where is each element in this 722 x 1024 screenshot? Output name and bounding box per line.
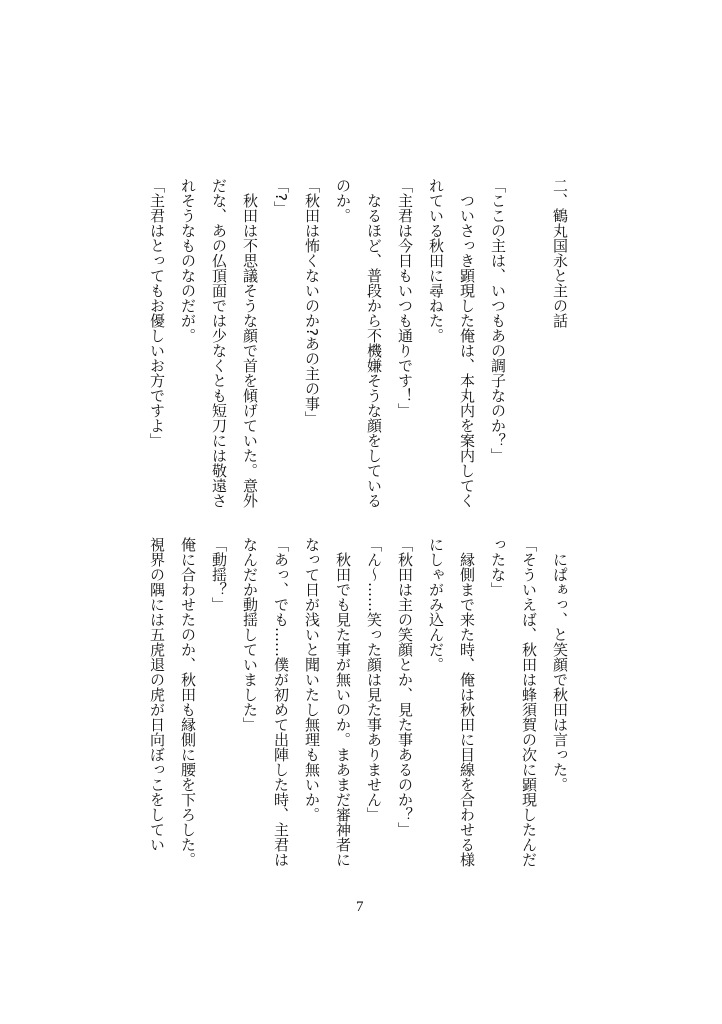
chapter-title: 二、鶴丸国永と主の話: [551, 178, 569, 328]
text-line: 「ん～……笑った顔は見た事ありません」: [365, 537, 383, 822]
text-line: 「あっ、でも……僕が初めて出陣した時、主君は: [272, 537, 290, 867]
text-line: 「秋田は怖くないのか?あの主の事」: [303, 178, 321, 426]
text-line: 縁側まで来た時、俺は秋田に目線を合わせる様: [458, 552, 476, 867]
text-line: ついさっき顕現した俺は、本丸内を案内してく: [458, 193, 476, 508]
text-line: 「?」: [272, 178, 290, 216]
text-line: れている秋田に尋ねた。: [427, 178, 445, 343]
text-line: 「動揺？」: [210, 537, 228, 612]
text-block-bottom: [141, 537, 575, 882]
text-line: ったな」: [489, 537, 507, 597]
blank-line: [513, 178, 544, 523]
text-line: 「主君は今日もいつも通りです！」: [396, 178, 414, 418]
text-line: れそうなものなのだが。: [179, 178, 197, 343]
text-line: 俺に合わせたのか、秋田も縁側に腰を下ろした。: [179, 537, 197, 867]
text-line: 「主君はとってもお優しいお方ですよ」: [148, 178, 166, 448]
text-line: なんだか動揺していました」: [241, 537, 259, 732]
text-line: なって日が浅いと聞いたし無理も無いか。: [303, 537, 321, 822]
text-line: だな、あの仏頂面では少なくとも短刀には敬遠さ: [210, 178, 228, 508]
text-block-top: [141, 178, 575, 523]
text-line: にしゃがみ込んだ。: [427, 537, 445, 672]
text-line: なるほど、普段から不機嫌そうな顔をしている: [365, 193, 383, 508]
text-line: 「ここの主は、いつもあの調子なのか？」: [489, 178, 507, 463]
text-line: 秋田でも見た事が無いのか。まあまだ審神者に: [334, 552, 352, 867]
page-number: 7: [356, 899, 364, 915]
text-line: のか。: [334, 178, 352, 223]
text-line: 視界の隅には五虎退の虎が日向ぼっこをしてい: [148, 537, 166, 852]
text-line: 「秋田は主の笑顔とか、見た事あるのか？」: [396, 537, 414, 837]
text-line: 「そういえば、秋田は蜂須賀の次に顕現したんだ: [520, 537, 538, 867]
text-line: にぱぁっ、と笑顔で秋田は言った。: [551, 552, 569, 792]
text-line: 秋田は不思議そうな顔で首を傾げていた。意外: [241, 193, 259, 508]
